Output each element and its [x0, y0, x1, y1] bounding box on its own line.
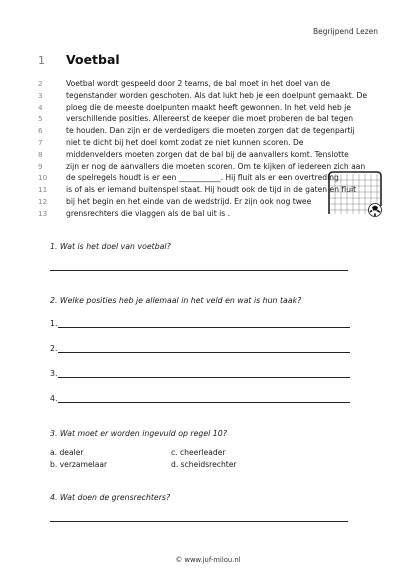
answer-line-q1[interactable] — [50, 270, 348, 271]
line-number: 4 — [38, 102, 43, 112]
line-text: verschillende posities. Allereerst de keeper die moet proberen de bal tegen — [66, 114, 354, 124]
title-row — [38, 52, 120, 67]
line-number: 9 — [38, 161, 43, 171]
line-text: de spelregels houdt is er een ___________. Hij fluit als er een overtreding — [66, 173, 339, 183]
line-text: te houden. Dan zijn er de verdedigers die moeten zorgen dat de tegenpartij — [66, 126, 355, 136]
soccer-goal-icon — [327, 170, 383, 218]
line-text: zijn er nog de aanvallers die moeten scoren. Om te kijken of iedereen zich aan — [66, 161, 366, 171]
text-line — [38, 149, 378, 161]
question-3: 3. Wat moet er worden ingevuld op regel 10? — [50, 429, 227, 438]
question-4: 4. Wat doen de grensrechters? — [50, 493, 171, 502]
page-header-label: Begrijpend Lezen — [312, 27, 378, 36]
line-number: 1 — [38, 54, 45, 67]
text-line — [38, 102, 378, 114]
answer-number: 1. — [50, 319, 58, 328]
line-text: Voetbal wordt gespeeld door 2 teams, de bal moet in het doel van de — [66, 79, 331, 88]
text-line — [38, 78, 378, 90]
answer-line-q4[interactable] — [50, 521, 348, 522]
line-number: 12 — [38, 196, 48, 206]
answer-line-q2-1[interactable] — [50, 318, 350, 328]
line-text: niet te dicht bij het doel komt zodat ze niet kunnen scoren. De — [66, 137, 304, 147]
text-line — [38, 137, 378, 149]
line-text: is of als er iemand buitenspel staat. Hij houdt ook de tijd in de gaten en fluit — [66, 185, 357, 195]
option-c[interactable]: c. cheerleader — [171, 448, 226, 457]
answer-number: 2. — [50, 344, 58, 353]
line-number: 5 — [38, 114, 43, 124]
option-b[interactable]: b. verzamelaar — [50, 460, 108, 469]
answer-line-q2-2[interactable] — [50, 343, 350, 353]
line-number: 8 — [38, 149, 43, 159]
line-text: tegenstander worden geschoten. Als dat lukt heb je een doelpunt gemaakt. De — [66, 90, 368, 100]
option-a[interactable]: a. dealer — [50, 448, 84, 457]
footer-copyright: © www.juf-milou.nl — [175, 556, 241, 564]
question-1: 1. Wat is het doel van voetbal? — [50, 242, 171, 251]
line-text: grensrechters die vlaggen als de bal uit is . — [66, 208, 231, 218]
text-line — [38, 113, 378, 125]
line-number: 2 — [38, 79, 43, 88]
option-d[interactable]: d. scheidsrechter — [171, 460, 237, 469]
line-number: 3 — [38, 90, 43, 100]
line-text: middenvelders moeten zorgen dat de bal bij de aanvallers komt. Tenslotte — [66, 149, 349, 159]
question-2: 2. Welke posities heb je allemaal in het veld en wat is hun taak? — [50, 296, 302, 305]
line-number: 7 — [38, 137, 43, 147]
line-number: 6 — [38, 126, 43, 136]
line-text: bij het begin en het einde van de wedstrijd. Er zijn ook nog twee — [66, 196, 312, 206]
answer-line-q2-4[interactable] — [50, 393, 350, 403]
answer-line-q2-3[interactable] — [50, 368, 350, 378]
text-line — [38, 125, 378, 137]
answer-number: 4. — [50, 394, 58, 403]
answer-number: 3. — [50, 369, 58, 378]
text-line — [38, 90, 378, 102]
line-text: ploeg die de meeste doelpunten maakt heeft gewonnen. In het veld heb je — [66, 102, 351, 112]
line-number: 11 — [38, 185, 48, 195]
page-title: Voetbal — [66, 52, 120, 67]
line-number: 10 — [38, 173, 48, 183]
line-number: 13 — [38, 208, 48, 218]
